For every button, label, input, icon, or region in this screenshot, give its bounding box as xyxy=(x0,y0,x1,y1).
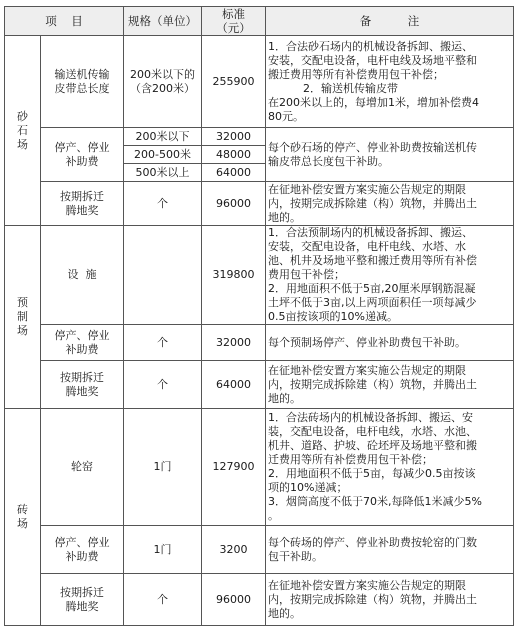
standard-cell xyxy=(202,409,266,526)
remarks-cell xyxy=(266,182,514,226)
spec-label: 1门 xyxy=(153,460,172,473)
remarks-cell xyxy=(266,361,514,409)
note-line: 安装，交配电设备，电杆电线、水塔、水 xyxy=(268,240,466,253)
note-line: 包干补助。 xyxy=(268,549,323,563)
standard-value: 3200 xyxy=(219,542,248,556)
standard-value: 319800 xyxy=(212,268,255,281)
item-cell xyxy=(41,226,124,325)
note-line: 搬迁费用等所有补偿费用包干补偿； xyxy=(268,67,444,81)
note-line: 机井、道路、护坡、砼坯坪及场地平整和搬 xyxy=(268,439,477,452)
note-line: 内，按期完成拆除建（构）筑物，并腾出土 xyxy=(268,592,477,606)
note-line: 在征地补偿安置方案实施公告规定的期限 xyxy=(268,182,466,196)
spec-label: 个 xyxy=(157,335,168,349)
note-line: 地的。 xyxy=(268,606,301,620)
note-line: 土坪不低于3亩,以上两项面积任一项每减少 xyxy=(268,296,477,309)
table-row xyxy=(5,409,514,526)
standard-value: 96000 xyxy=(216,592,251,606)
note-line: 每个砂石场的停产、停业补助费按输送机传 xyxy=(268,140,477,154)
item-label: 停产、停业 补助费 xyxy=(54,535,110,563)
spec-cell xyxy=(124,182,202,226)
standard-cell xyxy=(202,574,266,626)
header-remarks xyxy=(266,7,514,36)
item-cell xyxy=(41,182,124,226)
standard-value: 255900 xyxy=(212,74,255,88)
item-label: 停产、停业 补助费 xyxy=(54,140,110,168)
standard-cell xyxy=(202,182,266,226)
table-row xyxy=(5,574,514,626)
item-cell xyxy=(41,361,124,409)
table-row xyxy=(5,526,514,574)
spec-label: 个 xyxy=(157,377,168,391)
item-cell xyxy=(41,409,124,526)
header-standard xyxy=(202,7,266,36)
item-label: 按期拆迁 腾地奖 xyxy=(60,370,104,398)
remarks-cell xyxy=(266,526,514,574)
spec-label: 200米以下 xyxy=(135,129,190,143)
item-label: 轮窑 xyxy=(71,460,93,473)
spec-cell xyxy=(124,164,202,182)
spec-label: 500米以上 xyxy=(135,165,190,179)
spec-cell xyxy=(124,526,202,574)
note-line: 2．用地面积不低于5亩,20厘米厚钢筋混凝 xyxy=(268,282,476,295)
standard-cell xyxy=(202,164,266,182)
category-label: 预 制 场 xyxy=(17,296,28,337)
standard-cell xyxy=(202,36,266,128)
note-line: 1．合法砂石场内的机械设备拆卸、搬运、 xyxy=(268,39,473,53)
item-label: 设 施 xyxy=(67,268,97,281)
remarks-cell xyxy=(266,226,514,325)
remarks-cell xyxy=(266,128,514,182)
standard-cell xyxy=(202,226,266,325)
note-line: 地的。 xyxy=(268,210,301,224)
header-remarks-label: 备 注 xyxy=(359,14,420,28)
standard-value: 127900 xyxy=(212,460,255,473)
note-line: 80元。 xyxy=(268,109,304,123)
note-line: 装，交配电设备，电杆电线，水塔、水池、 xyxy=(268,425,477,438)
table-row xyxy=(5,128,514,146)
standard-cell xyxy=(202,128,266,146)
standard-value: 64000 xyxy=(216,165,251,179)
compensation-table xyxy=(4,6,514,626)
note-line: 在征地补偿安置方案实施公告规定的期限 xyxy=(268,578,466,592)
note-line: 费用包干补偿； xyxy=(268,268,345,281)
spec-cell xyxy=(124,574,202,626)
note-line: 在200米以上的，每增加1米，增加补偿费4 xyxy=(268,95,479,109)
header-spec-label: 规格（单位） xyxy=(128,14,197,28)
note-line: 。 xyxy=(268,509,279,522)
category-label: 砂 石 场 xyxy=(17,109,28,151)
remarks-cell xyxy=(266,325,514,361)
category-cell xyxy=(5,36,41,226)
standard-cell xyxy=(202,361,266,409)
standard-cell xyxy=(202,325,266,361)
remarks-cell xyxy=(266,36,514,128)
spec-cell xyxy=(124,325,202,361)
note-line: 项的10%递减； xyxy=(268,481,348,494)
table-row xyxy=(5,325,514,361)
standard-value: 48000 xyxy=(216,147,251,161)
note-line: 迁费用等所有补偿费用包干补偿； xyxy=(268,453,433,466)
note-line: 内，按期完成拆除建（构）筑物，并腾出土 xyxy=(268,377,477,391)
standard-value: 32000 xyxy=(216,335,251,349)
item-label: 按期拆迁 腾地奖 xyxy=(60,189,104,217)
header-standard-label: 标准 （元） xyxy=(216,7,251,35)
item-label: 输送机传输 皮带总长度 xyxy=(54,67,110,95)
spec-cell xyxy=(124,226,202,325)
note-line: 每个预制场停产、停业补助费包干补助。 xyxy=(268,335,466,349)
spec-cell xyxy=(124,409,202,526)
note-line: 每个砖场的停产、停业补助费按轮窑的门数 xyxy=(268,535,477,549)
item-cell xyxy=(41,526,124,574)
header-item xyxy=(5,7,124,36)
table-row xyxy=(5,182,514,226)
spec-cell xyxy=(124,36,202,128)
standard-value: 32000 xyxy=(216,129,251,143)
note-line: 3．烟筒高度不低于70米,每降低1米减少5% xyxy=(268,495,482,508)
standard-cell xyxy=(202,526,266,574)
spec-cell xyxy=(124,128,202,146)
header-spec xyxy=(124,7,202,36)
note-line: 在征地补偿安置方案实施公告规定的期限 xyxy=(268,363,466,377)
table-row xyxy=(5,226,514,325)
standard-value: 96000 xyxy=(216,196,251,210)
note-line: 1．合法砖场内的机械设备拆卸、搬运、安 xyxy=(268,411,473,424)
category-cell xyxy=(5,226,41,409)
category-cell xyxy=(5,409,41,626)
note-line: 内，按期完成拆除建（构）筑物，并腾出土 xyxy=(268,196,477,210)
note-line: 1．合法预制场内的机械设备拆卸、搬运、 xyxy=(268,226,473,239)
note-line: 池、机井及场地平整和搬迁费用等所有补偿 xyxy=(268,254,477,267)
note-line: 2．输送机传输皮带 xyxy=(268,81,398,95)
table-row xyxy=(5,361,514,409)
item-label: 停产、停业 补助费 xyxy=(54,328,110,356)
spec-label: 个 xyxy=(157,196,168,210)
item-cell xyxy=(41,128,124,182)
note-line: 地的。 xyxy=(268,391,301,405)
remarks-cell xyxy=(266,574,514,626)
item-cell xyxy=(41,574,124,626)
spec-label: 1门 xyxy=(153,542,172,556)
note-line: 安装，交配电设备，电杆电线及场地平整和 xyxy=(268,53,477,67)
standard-cell xyxy=(202,146,266,164)
remarks-cell xyxy=(266,409,514,526)
spec-label: 200米以下的 （含200米） xyxy=(130,67,195,95)
header-item-label: 项 目 xyxy=(45,14,83,28)
item-cell xyxy=(41,36,124,128)
spec-label: 200-500米 xyxy=(134,147,191,161)
spec-cell xyxy=(124,146,202,164)
note-line: 0.5亩按该项的10%递减。 xyxy=(268,310,398,323)
category-label: 砖 场 xyxy=(17,503,28,530)
spec-label: 个 xyxy=(157,592,168,606)
item-cell xyxy=(41,325,124,361)
header-row xyxy=(5,7,514,36)
standard-value: 64000 xyxy=(216,377,251,391)
note-line: 输皮带总长度包干补助。 xyxy=(268,154,389,168)
spec-cell xyxy=(124,361,202,409)
item-label: 按期拆迁 腾地奖 xyxy=(60,585,104,613)
table-row xyxy=(5,36,514,128)
note-line: 2．用地面积不低于5亩，每减少0.5亩按该 xyxy=(268,467,476,480)
